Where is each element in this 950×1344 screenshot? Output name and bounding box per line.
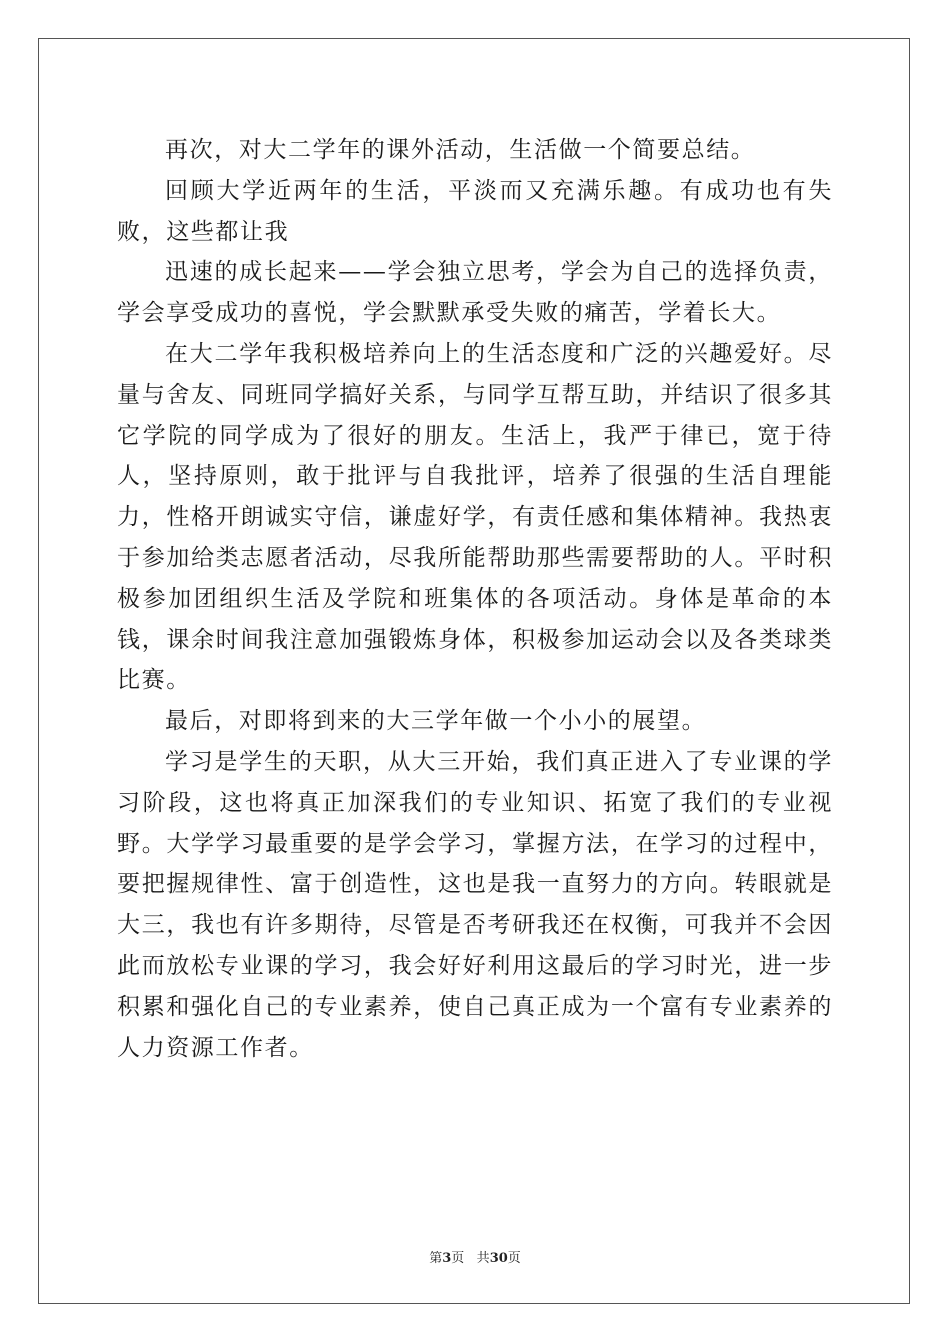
paragraph: 再次，对大二学年的课外活动，生活做一个简要总结。 bbox=[165, 137, 756, 163]
total-prefix: 共 bbox=[476, 1251, 490, 1266]
page-suffix: 页 bbox=[451, 1251, 465, 1266]
current-page-number: 3 bbox=[442, 1251, 452, 1266]
total-suffix: 页 bbox=[507, 1251, 521, 1266]
total-page-count: 30 bbox=[489, 1251, 508, 1266]
paragraph: 学习是学生的天职，从大三开始，我们真正进入了专业课的学习阶段，这也将真正加深我们的专业知识、拓宽了我们的专业视野。大学学习最重要的是学会学习，掌握方法，在学习的过程中，要把握规律性、富于创造性，这也是我一直努力的方向。转眼就是大三，我也有许多期待，尽管是否考研我还在权衡，可我并不会因此而放松专业课的学习，我会好好利用这最后的学习时光，进一步积累和强化自己的专业素养，使自己真正成为一个富有专业素养的人力资源工作者。 bbox=[117, 748, 833, 1061]
page-prefix: 第 bbox=[429, 1251, 443, 1266]
paragraph: 在大二学年我积极培养向上的生活态度和广泛的兴趣爱好。尽量与舍友、同班同学搞好关系，与同学互帮互助，并结识了很多其它学院的同学成为了很好的朋友。生活上，我严于律已，宽于待人，坚持原则，敢于批评与自我批评，培养了很强的生活自理能力，性格开朗诚实守信，谦虚好学，有责任感和集体精神。我热衷于参加给类志愿者活动，尽我所能帮助那些需要帮助的人。平时积极参加团组织生活及学院和班集体的各项活动。身体是革命的本钱，课余时间我注意加强锻炼身体，积极参加运动会以及各类球类比赛。 bbox=[117, 340, 833, 694]
document-body bbox=[117, 130, 833, 1068]
paragraph: 回顾大学近两年的生活，平淡而又充满乐趣。有成功也有失败，这些都让我 bbox=[117, 177, 833, 245]
page-footer bbox=[0, 1247, 950, 1266]
paragraph: 迅速的成长起来——学会独立思考，学会为自己的选择负责，学会享受成功的喜悦，学会默默承受失败的痛苦，学着长大。 bbox=[117, 259, 833, 327]
paragraph: 最后，对即将到来的大三学年做一个小小的展望。 bbox=[165, 708, 707, 735]
